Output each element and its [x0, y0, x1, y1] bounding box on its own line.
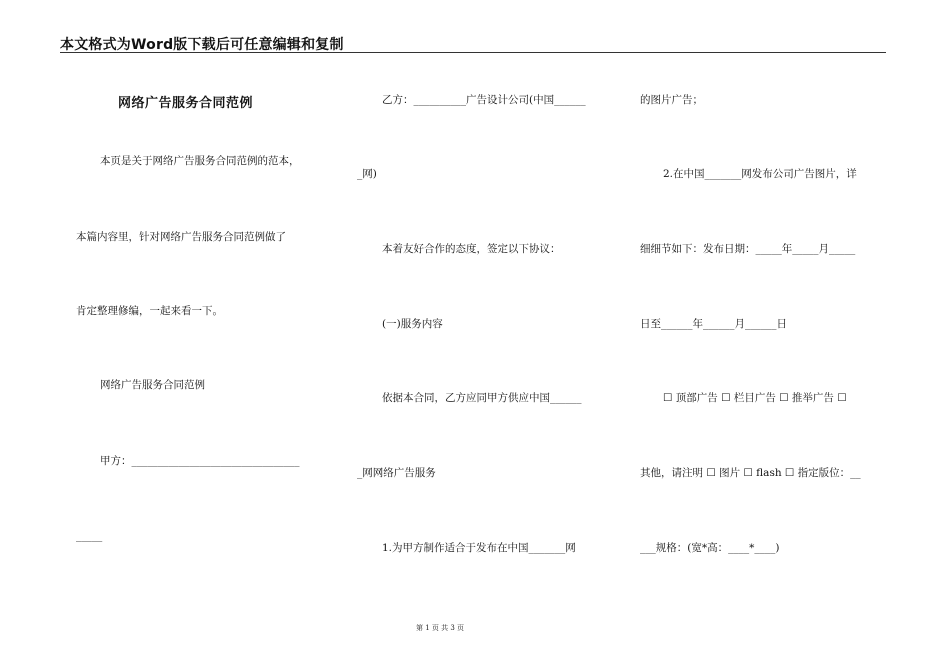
ad-position-options: ☐ 顶部广告 ☐ 栏目广告 ☐ 推举广告 ☐: [663, 392, 847, 404]
paragraph-line: 的图片广告；: [640, 94, 703, 106]
contract-subtitle: 网络广告服务合同范例: [100, 379, 205, 391]
paragraph-line: 本篇内容里，针对网络广告服务合同范例做了: [76, 231, 286, 243]
clause-line: 1.为甲方制作适合于发布在中国_______网: [382, 542, 576, 554]
paragraph-line: 本着友好合作的态度，签定以下协议：: [382, 243, 561, 255]
paragraph-line: 肯定整理修编，一起来看一下。: [76, 305, 223, 317]
paragraph-line: 依据本合同，乙方应同甲方供应中国______: [382, 392, 582, 404]
party-b-line: 乙方：__________广告设计公司(中国______: [382, 94, 586, 106]
ad-size-line: ___规格：(宽*高：____*____): [640, 542, 780, 554]
document-title: 网络广告服务合同范例: [118, 96, 254, 111]
document-header: 本文格式为Word版下载后可任意编辑和复制: [60, 37, 344, 53]
header-divider: [60, 52, 886, 53]
party-b-continuation: _网): [357, 168, 377, 180]
publish-date-line: 细细节如下：发布日期：_____年_____月_____: [640, 243, 856, 255]
paragraph-line: _网网络广告服务: [357, 467, 436, 479]
party-a-line: 甲方：________________________________: [100, 455, 300, 467]
party-a-continuation: _____: [76, 530, 103, 542]
ad-format-options: 其他，请注明 ☐ 图片 ☐ flash ☐ 指定版位：__: [640, 467, 861, 479]
section-heading: (一)服务内容: [382, 318, 443, 330]
paragraph-line: 本页是关于网络广告服务合同范例的范本，: [100, 155, 300, 167]
clause-line: 2.在中国_______网发布公司广告图片，详: [663, 168, 857, 180]
page-number: 第 1 页 共 3 页: [415, 624, 465, 632]
publish-date-range: 日至______年______月______日: [640, 318, 787, 330]
